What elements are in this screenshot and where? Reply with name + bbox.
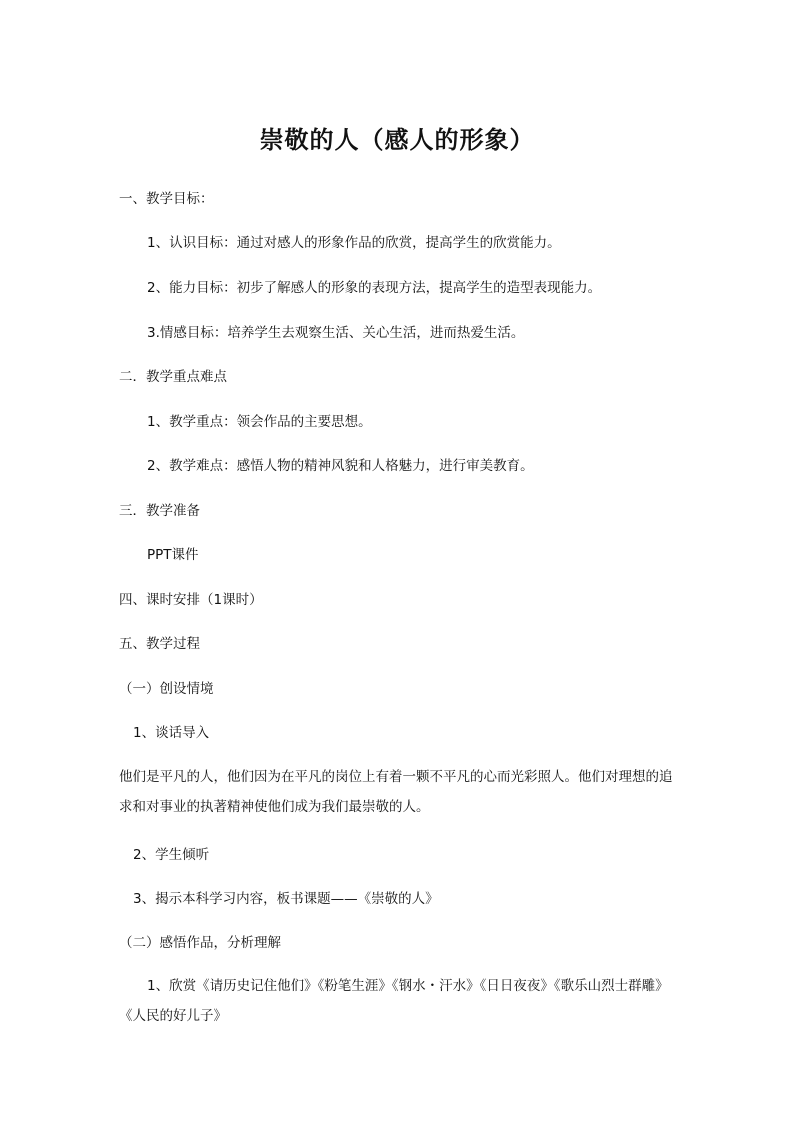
subsection-heading-appreciation: （二）感悟作品，分析理解 xyxy=(119,935,281,951)
step-topic-reveal: 3、揭示本科学习内容，板书课题——《崇敬的人》 xyxy=(133,891,439,907)
intro-paragraph: 他们是平凡的人，他们因为在平凡的岗位上有着一颗不平凡的心而光彩照人。他们对理想的追求和对事业的执著精神使他们成为我们最崇敬的人。 xyxy=(119,769,673,815)
preparation-item: PPT课件 xyxy=(147,547,199,563)
key-point: 1、教学重点：领会作品的主要思想。 xyxy=(147,414,372,430)
section-heading-objectives: 一、教学目标： xyxy=(119,191,214,207)
step-listening: 2、学生倾听 xyxy=(133,847,210,863)
appreciation-paragraph: 1、欣赏《请历史记住他们》《粉笔生涯》《钢水・汗水》《日日夜夜》《歌乐山烈士群雕》《人民的好儿子》 xyxy=(119,978,669,1024)
objective-cognitive: 1、认识目标：通过对感人的形象作品的欣赏，提高学生的欣赏能力。 xyxy=(147,235,561,251)
page-title: 崇敬的人（感人的形象） xyxy=(259,125,535,154)
difficult-point: 2、教学难点：感悟人物的精神风貌和人格魅力，进行审美教育。 xyxy=(147,458,534,474)
section-heading-schedule: 四、课时安排（1课时） xyxy=(119,592,263,608)
section-heading-preparation: 三．教学准备 xyxy=(119,503,200,519)
section-heading-process: 五、教学过程 xyxy=(119,636,200,652)
section-heading-key-points: 二．教学重点难点 xyxy=(119,369,227,385)
step-introduction: 1、谈话导入 xyxy=(133,725,210,741)
objective-ability: 2、能力目标：初步了解感人的形象的表现方法，提高学生的造型表现能力。 xyxy=(147,280,602,296)
subsection-heading-context: （一）创设情境 xyxy=(119,681,214,697)
objective-emotion: 3.情感目标：培养学生去观察生活、关心生活，进而热爱生活。 xyxy=(147,325,525,341)
